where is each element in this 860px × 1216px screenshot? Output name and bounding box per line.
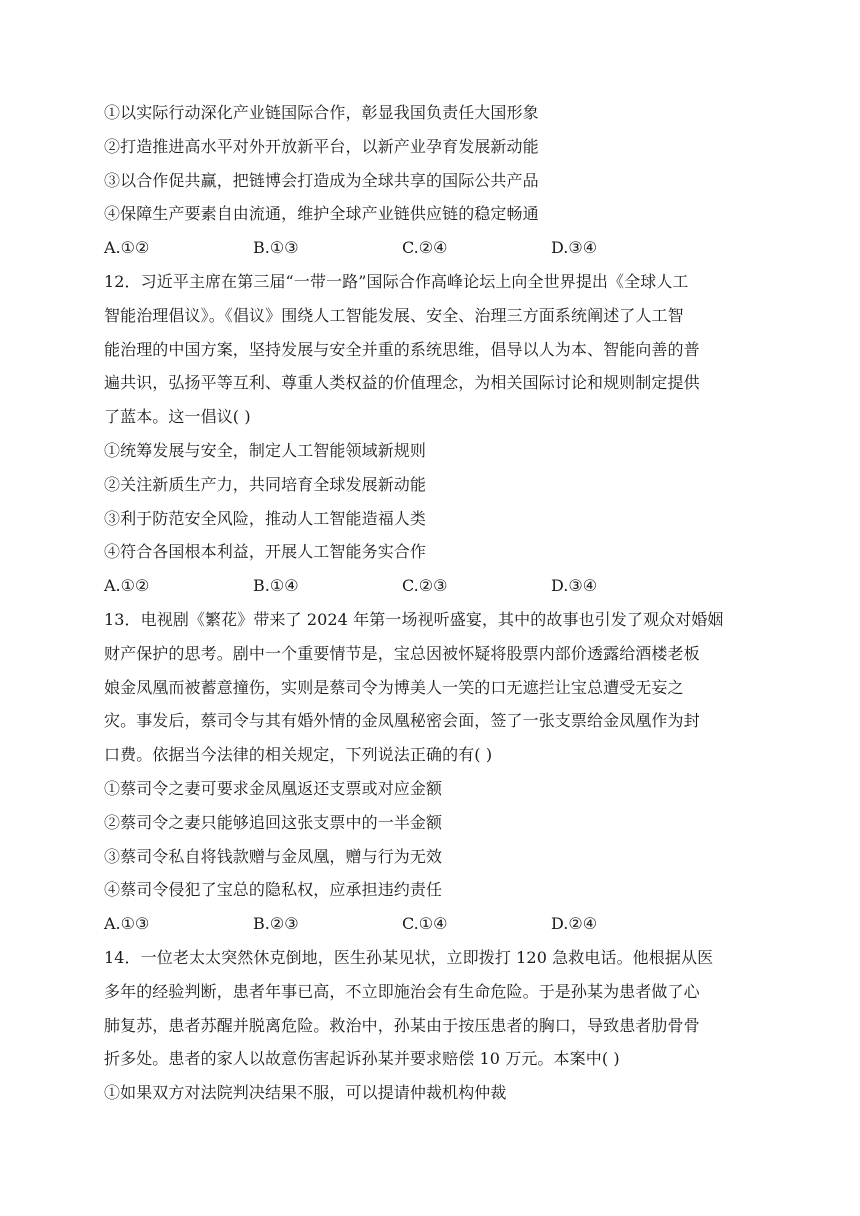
q12-stem-line-5: 了蓝本。这一倡议( ) xyxy=(104,407,251,427)
q14-item-1: ①如果双方对法院判决结果不服，可以提请仲裁机构仲裁 xyxy=(104,1083,507,1103)
q12-item-1: ①统筹发展与安全，制定人工智能领域新规则 xyxy=(104,440,427,460)
q11-item-2: ②打造推进高水平对外开放新平台，以新产业孕育发展新动能 xyxy=(104,136,539,156)
q14-stem-line-2: 多年的经验判断，患者年事已高，不立即施治会有生命危险。于是孙某为患者做了心 xyxy=(104,981,700,1001)
question-14 xyxy=(104,941,764,1110)
q11-options xyxy=(104,231,764,265)
q12-stem-line-1: 12．习近平主席在第三届“一带一路”国际合作高峰论坛上向全世界提出《全球人工 xyxy=(104,271,689,291)
q13-option-c: C.①④ xyxy=(402,914,448,934)
q13-options xyxy=(104,907,764,941)
q12-stem-line-4: 遍共识，弘扬平等互利、尊重人类权益的价值理念，为相关国际讨论和规则制定提供 xyxy=(104,373,700,393)
q13-stem-line-2: 财产保护的思考。剧中一个重要情节是，宝总因被怀疑将股票内部价透露给酒楼老板 xyxy=(104,643,700,663)
q14-stem-line-4: 折多处。患者的家人以故意伤害起诉孙某并要求赔偿 10 万元。本案中( ) xyxy=(104,1049,620,1069)
q11-option-d: D.③④ xyxy=(551,238,598,258)
q12-option-d: D.③④ xyxy=(551,576,598,596)
q13-stem-line-5: 口费。依据当今法律的相关规定，下列说法正确的有( ) xyxy=(104,745,493,765)
q12-option-b: B.①④ xyxy=(253,576,299,596)
q14-stem-line-1: 14．一位老太太突然休克倒地，医生孙某见状，立即拨打 120 急救电话。他根据从医 xyxy=(104,947,714,967)
question-12 xyxy=(104,265,764,603)
q13-item-3: ③蔡司令私自将钱款赠与金凤凰，赠与行为无效 xyxy=(104,846,443,866)
exam-page xyxy=(104,96,764,1110)
q12-option-c: C.②③ xyxy=(402,576,448,596)
q14-stem-line-3: 肺复苏，患者苏醒并脱离危险。救治中，孙某由于按压患者的胸口，导致患者肋骨骨 xyxy=(104,1015,700,1035)
q13-item-2: ②蔡司令之妻只能够追回这张支票中的一半金额 xyxy=(104,812,443,832)
q13-item-1: ①蔡司令之妻可要求金凤凰返还支票或对应金额 xyxy=(104,778,443,798)
q12-options xyxy=(104,569,764,603)
q12-item-4: ④符合各国根本利益，开展人工智能务实合作 xyxy=(104,542,427,562)
q11-item-1: ①以实际行动深化产业链国际合作，彰显我国负责任大国形象 xyxy=(104,103,539,122)
q13-stem-line-1: 13．电视剧《繁花》带来了 2024 年第一场视听盛宴，其中的故事也引发了观众对婚姻 xyxy=(104,609,724,629)
q11-option-c: C.②④ xyxy=(402,238,448,258)
question-13 xyxy=(104,603,764,941)
q12-stem-line-3: 能治理的中国方案，坚持发展与安全并重的系统思维，倡导以人为本、智能向善的普 xyxy=(104,339,700,359)
q11-item-4: ④保障生产要素自由流通，维护全球产业链供应链的稳定畅通 xyxy=(104,204,539,224)
q11-item-3: ③以合作促共赢，把链博会打造成为全球共享的国际公共产品 xyxy=(104,170,539,190)
q11-option-b: B.①③ xyxy=(253,238,299,258)
q12-item-3: ③利于防范安全风险，推动人工智能造福人类 xyxy=(104,508,427,528)
q13-stem-line-3: 娘金凤凰而被蓄意撞伤，实则是蔡司令为博美人一笑的口无遮拦让宝总遭受无妄之 xyxy=(104,677,684,697)
q13-option-a: A.①③ xyxy=(104,914,150,934)
q12-item-2: ②关注新质生产力，共同培育全球发展新动能 xyxy=(104,474,427,494)
q13-option-b: B.②③ xyxy=(253,914,299,934)
question-11 xyxy=(104,96,764,265)
q12-stem-line-2: 智能治理倡议》。《倡议》围绕人工智能发展、安全、治理三方面系统阐述了人工智 xyxy=(104,305,684,325)
q11-option-a: A.①② xyxy=(104,238,150,258)
q13-stem-line-4: 灾。事发后，蔡司令与其有婚外情的金凤凰秘密会面，签了一张支票给金凤凰作为封 xyxy=(104,711,700,731)
q13-item-4: ④蔡司令侵犯了宝总的隐私权，应承担违约责任 xyxy=(104,880,443,900)
q12-option-a: A.①② xyxy=(104,576,150,596)
q13-option-d: D.②④ xyxy=(551,914,598,934)
